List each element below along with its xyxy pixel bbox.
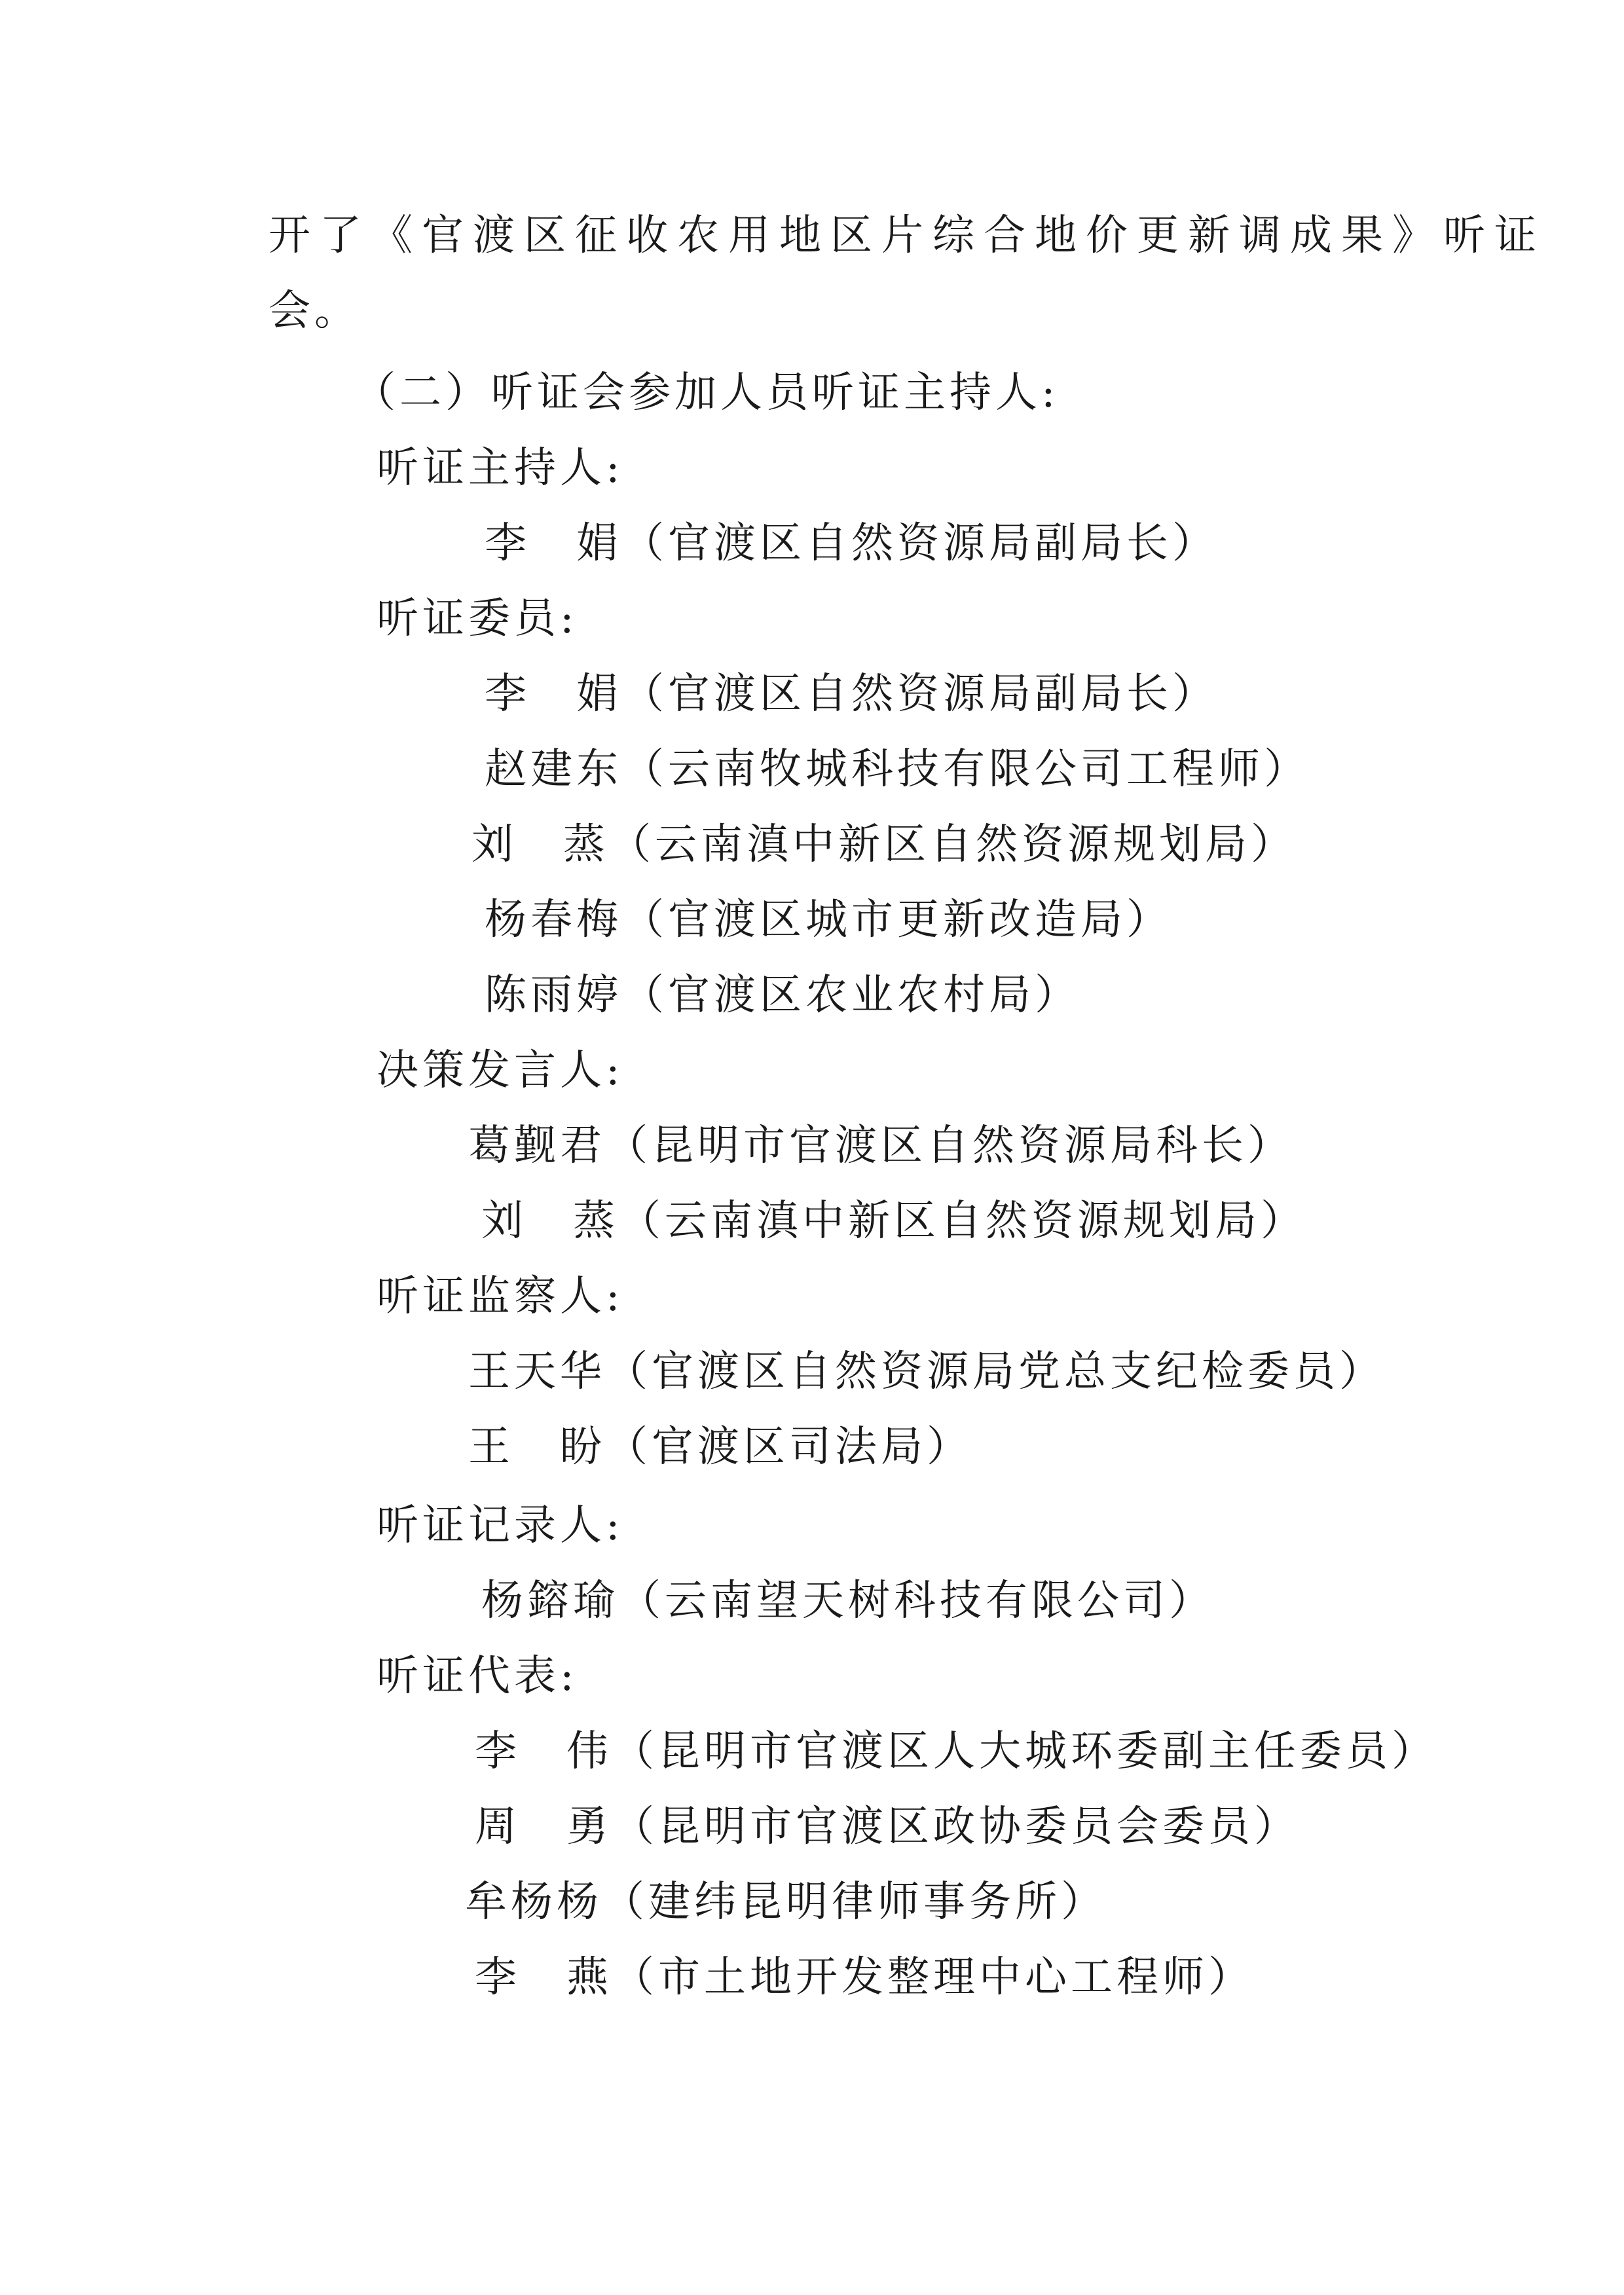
committee-member: 李 娟（官渡区自然资源局副局长） [485,670,1218,718]
host-entry: 李 娟（官渡区自然资源局副局长） [485,519,1218,568]
decision-speakers-heading: 决策发言人: [377,1046,624,1095]
intro-line-2: 会。 [268,287,360,335]
recorders-heading: 听证记录人: [377,1501,624,1550]
committee-member: 赵建东（云南牧城科技有限公司工程师） [485,745,1310,794]
representatives-heading: 听证代表: [377,1652,578,1700]
committee-heading: 听证委员: [377,595,578,643]
section-heading: （二）听证会参加人员听证主持人: [354,369,1060,417]
hosts-heading: 听证主持人: [377,444,624,492]
supervisor: 王 盼（官渡区司法局） [468,1423,972,1471]
supervisor: 王天华（官渡区自然资源局党总支纪检委员） [468,1348,1385,1396]
recorder: 杨鎔瑜（云南望天树科技有限公司） [481,1577,1215,1625]
representative: 周 勇（昆明市官渡区政协委员会委员） [475,1803,1300,1851]
decision-speaker: 刘 蒸（云南滇中新区自然资源规划局） [481,1197,1306,1245]
representative: 李 伟（昆明市官渡区人大城环委副主任委员） [475,1727,1437,1776]
representative: 牟杨杨（建纬昆明律师事务所） [465,1878,1107,1926]
committee-member: 陈雨婷（官渡区农业农村局） [485,971,1080,1019]
representative: 李 燕（市土地开发整理中心工程师） [475,1953,1254,2002]
committee-member: 刘 蒸（云南滇中新区自然资源规划局） [471,820,1297,869]
supervisors-heading: 听证监察人: [377,1272,624,1321]
decision-speaker: 葛觐君（昆明市官渡区自然资源局科长） [468,1122,1293,1170]
intro-line-1: 开了《官渡区征收农用地区片综合地价更新调成果》听证 [268,211,1545,260]
committee-member: 杨春梅（官渡区城市更新改造局） [485,896,1172,944]
